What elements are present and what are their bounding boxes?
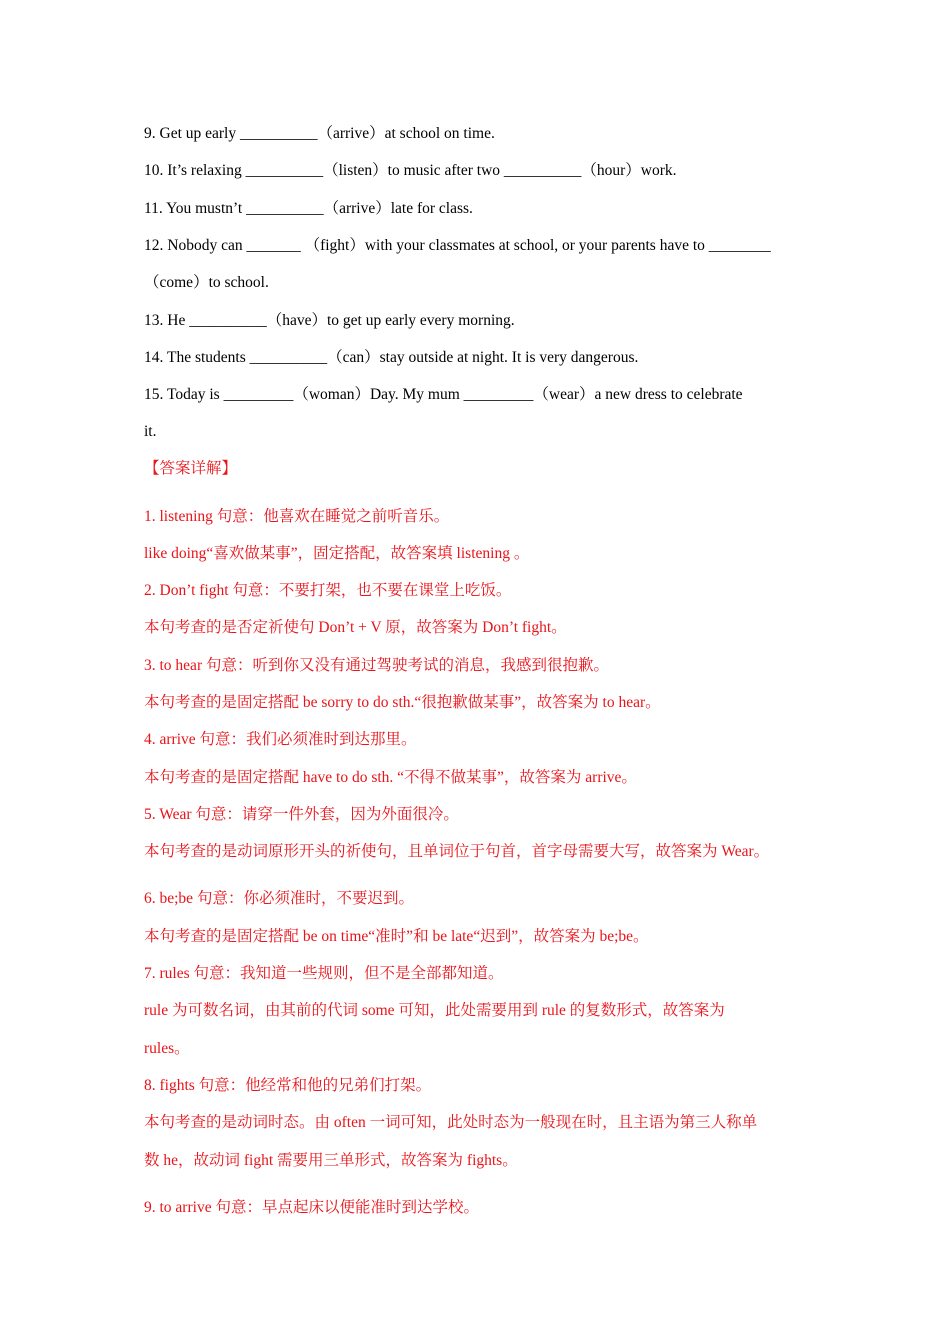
answer-7-explanation: rule 为可数名词，由其前的代词 some 可知，此处需要用到 rule 的复数形式，故答案为 [144, 1002, 725, 1019]
question-15: 15. Today is _________（woman）Day. My mum _________（wear）a new dress to celebrate [144, 386, 743, 403]
answer-3: 3. to hear 句意：听到你又没有通过驾驶考试的消息，我感到很抱歉。 [144, 657, 609, 674]
answer-1-explanation: like doing“喜欢做某事”，固定搭配，故答案填 listening 。 [144, 545, 530, 562]
answer-4-explanation: 本句考查的是固定搭配 have to do sth. “不得不做某事”，故答案为 arrive。 [144, 769, 637, 786]
answer-5: 5. Wear 句意：请穿一件外套，因为外面很冷。 [144, 806, 459, 823]
answer-2: 2. Don’t fight 句意：不要打架，也不要在课堂上吃饭。 [144, 582, 512, 599]
answer-1: 1. listening 句意：他喜欢在睡觉之前听音乐。 [144, 508, 450, 525]
answer-2-explanation: 本句考查的是否定祈使句 Don’t + V 原，故答案为 Don’t fight。 [144, 619, 567, 636]
question-14: 14. The students __________（can）stay outside at night. It is very dangerous. [144, 349, 639, 366]
question-15-continued: it. [144, 423, 157, 440]
answer-3-explanation: 本句考查的是固定搭配 be sorry to do sth.“很抱歉做某事”，故答案为 to hear。 [144, 694, 661, 711]
question-13: 13. He __________（have）to get up early every morning. [144, 312, 515, 329]
question-11: 11. You mustn’t __________（arrive）late for class. [144, 200, 473, 217]
question-12-continued: （come）to school. [144, 274, 269, 291]
answer-4: 4. arrive 句意：我们必须准时到达那里。 [144, 731, 417, 748]
answers-heading: 【答案详解】 [144, 460, 238, 477]
answer-7: 7. rules 句意：我知道一些规则，但不是全部都知道。 [144, 965, 504, 982]
question-12: 12. Nobody can _______ （fight）with your classmates at school, or your parents have to ________ [144, 237, 771, 254]
answer-8-explanation: 本句考查的是动词时态。由 often 一词可知，此处时态为一般现在时，且主语为第三人称单 [144, 1114, 758, 1131]
answer-6: 6. be;be 句意：你必须准时，不要迟到。 [144, 890, 414, 907]
answer-5-explanation: 本句考查的是动词原形开头的祈使句，且单词位于句首，首字母需要大写，故答案为 Wear。 [144, 843, 770, 860]
question-10: 10. It’s relaxing __________（listen）to music after two __________（hour）work. [144, 162, 677, 179]
answer-6-explanation: 本句考查的是固定搭配 be on time“准时”和 be late“迟到”，故答案为 be;be。 [144, 928, 649, 945]
answer-8: 8. fights 句意：他经常和他的兄弟们打架。 [144, 1077, 432, 1094]
answer-8-explanation-continued: 数 he，故动词 fight 需要用三单形式，故答案为 fights。 [144, 1152, 518, 1169]
question-9: 9. Get up early __________（arrive）at school on time. [144, 125, 495, 142]
answer-7-explanation-continued: rules。 [144, 1040, 190, 1057]
answer-9: 9. to arrive 句意：早点起床以便能准时到达学校。 [144, 1199, 479, 1216]
